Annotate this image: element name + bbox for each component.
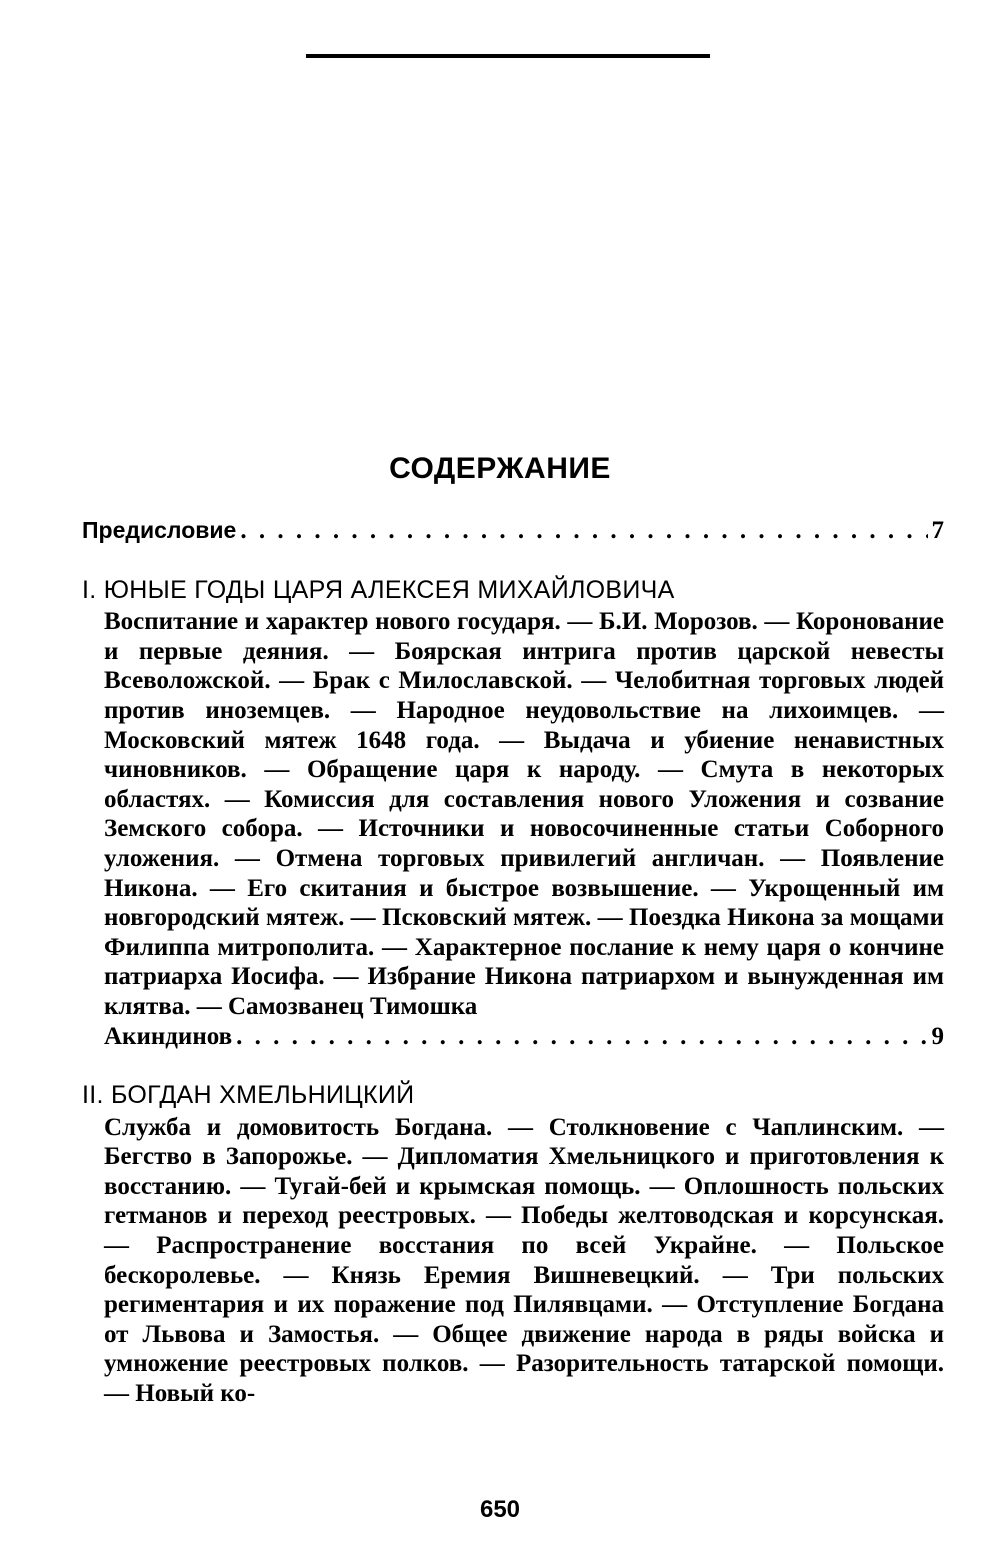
chapter-1-last-line: Акиндинов (104, 1022, 233, 1050)
top-rule (306, 54, 710, 58)
chapter-1-entry-row[interactable] (104, 1022, 944, 1052)
chapter-2-summary (82, 1113, 944, 1409)
chapter-2-summary-text: Служба и домовитость Богдана. — Столкновение с Чаплинским. — Бегство в Запорожье. — Дипломатия Хмельницкого и приготовления к восстанию. — Тугай-бей и крымская помощь. — Оплошность польских гетманов и переход реестровых. — Победы желтоводская и корсунская. — Распространение восстания по всей Украйне. — Польское бескоролевье. — Князь Еремия Вишневецкий. — Три польских региментария и их поражение под Пилявцами. — Отступление Богдана от Львова и Замостья. — Общее движение народа в ряды войска и умножение реестровых полков. — Разорительность татарской помощи. — Новый ко- (104, 1113, 944, 1408)
chapter-1-summary-text: Воспитание и характер нового государя. — Б.И. Морозов. — Коронование и первые деяния. — Боярская интрига против царской невесты Всеволожской. — Брак с Милославской. — Челобитная торговых людей против иноземцев. — Народное неудовольствие на лихоимцев. — Московский мятеж 1648 года. — Выдача и убиение ненавистных чиновников. — Обращение царя к народу. — Смута в некоторых областях. — Комиссия для составления нового Уложения и созвание Земского собора. — Источники и новосочиненные статьи Соборного уложения. — Отмена торговых привилегий англичан. — Появление Никона. — Его скитания и быстрое возвышение. — Укрощенный им новгородский мятеж. — Псковский мятеж. — Поездка Никона за мощами Филиппа митрополита. — Характерное послание к нему царя о кончине патриарха Иосифа. — Избрание Никона патриархом и вынужденная им клятва. — Самозванец Тимошка (104, 608, 944, 1020)
chapter-1-title[interactable]: I. ЮНЫЕ ГОДЫ ЦАРЯ АЛЕКСЕЯ МИХАЙЛОВИЧА (82, 575, 675, 604)
chapter-1 (82, 576, 944, 1052)
chapter-2-title[interactable]: II. БОГДАН ХМЕЛЬНИЦКИЙ (82, 1081, 415, 1110)
preface-label: Предисловие (82, 517, 237, 543)
preface-page-number: 7 (931, 517, 944, 544)
toc-title: СОДЕРЖАНИЕ (389, 452, 611, 485)
toc-entry-preface[interactable] (82, 516, 944, 546)
dot-leader (236, 1022, 927, 1052)
table-of-contents (82, 516, 944, 1409)
chapter-1-summary (82, 607, 944, 1051)
chapter-1-page-number: 9 (931, 1022, 944, 1050)
page-number: 650 (479, 1496, 521, 1523)
chapter-2 (82, 1081, 944, 1409)
dot-leader (240, 516, 927, 546)
